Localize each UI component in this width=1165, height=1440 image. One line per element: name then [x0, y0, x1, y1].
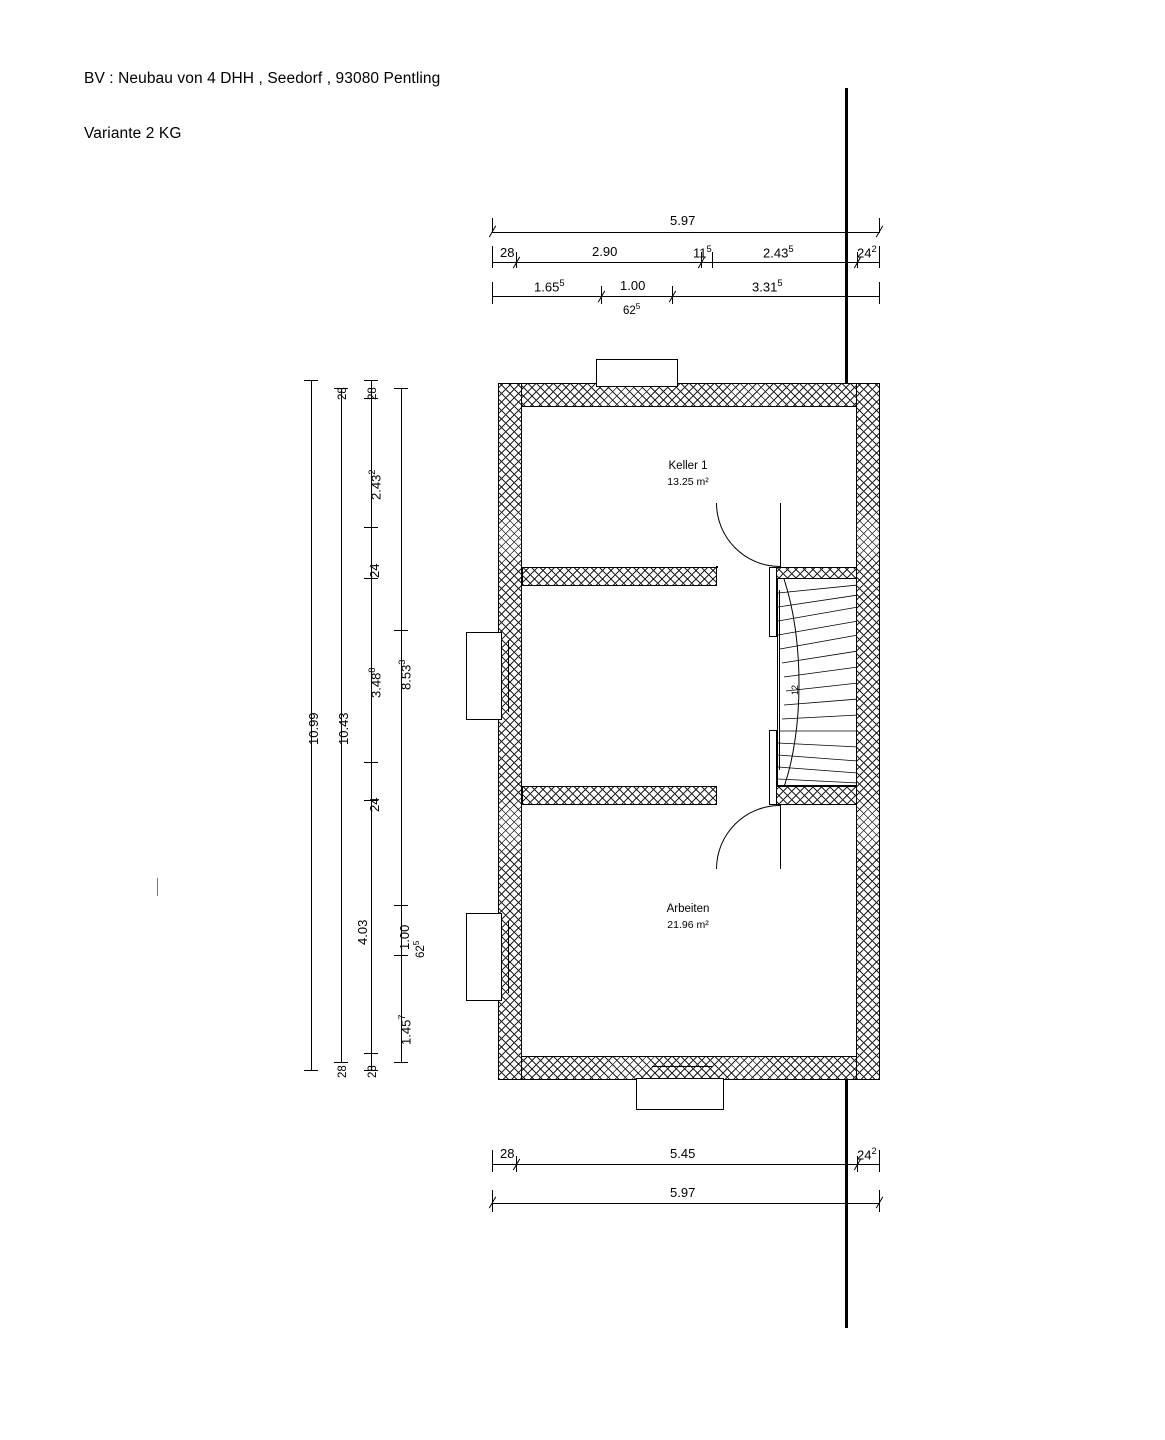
dim-line-bottom-row1 — [492, 1164, 880, 1165]
dim-ext-line — [492, 1150, 493, 1172]
wall-partition-upper — [522, 567, 717, 586]
dim-left-3488: 3.48$^8$ — [367, 667, 384, 698]
dim-ext-line — [394, 905, 408, 906]
dim-ext-line — [364, 380, 378, 381]
dim-ext-line — [304, 1070, 318, 1071]
dim-ext-line — [304, 380, 318, 381]
window-west-upper — [466, 632, 502, 720]
room-label-keller1 — [608, 459, 768, 489]
dim-left-1099: 10.99 — [306, 712, 321, 745]
door-leaf-arbeiten — [780, 805, 781, 869]
dim-left-8533: 8.53$^3$ — [397, 659, 414, 690]
dim-left-100: 1.00 — [397, 924, 412, 950]
dim-bottom-597: 5.97 — [670, 1185, 696, 1200]
dim-line-bottom-overall — [492, 1203, 880, 1204]
dim-ext-line — [879, 246, 880, 268]
window-west-lower-glass — [508, 921, 509, 993]
room-label-arbeiten — [608, 902, 768, 932]
dim-line-top-row3 — [492, 296, 880, 297]
dim-ext-line — [364, 527, 378, 528]
room-area: 21.96 m² — [667, 918, 709, 931]
dim-left-24-a: 24 — [367, 563, 382, 578]
wall-stair-side-lower — [769, 730, 777, 805]
stair-step-count: 12 — [790, 684, 800, 695]
dim-ext-line — [879, 282, 880, 304]
dim-top-2435: 2.43$^5$ — [763, 244, 794, 261]
staircase-steps — [778, 579, 857, 786]
dim-ext-line — [364, 578, 378, 579]
room-area: 13.25 m² — [667, 475, 709, 488]
dim-ext-line — [334, 1062, 348, 1063]
dim-left-28-bot: 28 — [337, 1065, 349, 1078]
dim-left-24-b: 24 — [367, 797, 382, 812]
dim-ext-line — [394, 1062, 408, 1063]
dim-left-1043: 10.43 — [336, 712, 351, 745]
dim-ext-line — [394, 630, 408, 631]
dim-ext-line — [394, 955, 408, 956]
stair-rail-line — [779, 590, 780, 770]
wall-south — [498, 1056, 880, 1080]
dim-top-290: 2.90 — [592, 244, 618, 259]
dim-line-left-853 — [401, 388, 402, 1062]
dim-top-242: $24^2$ — [857, 244, 877, 261]
dim-line-top-row2 — [492, 262, 880, 263]
dim-left-28-top2: 28 — [367, 387, 379, 400]
window-west-upper-glass — [508, 640, 509, 712]
dim-ext-line — [712, 252, 713, 268]
dim-left-403: 4.03 — [355, 919, 370, 945]
variant-title: Variante 2 KG — [84, 125, 182, 142]
dim-left-1457: 1.45$^7$ — [397, 1014, 414, 1045]
dim-left-2432: 2.43$^2$ — [367, 469, 384, 500]
dim-top-overall: 5.97 — [670, 213, 696, 228]
door-leaf-keller1 — [780, 503, 781, 567]
wall-east — [856, 383, 880, 1080]
dim-bottom-28: 28 — [500, 1146, 515, 1161]
stray-mark — [157, 878, 158, 896]
title-block — [84, 70, 440, 143]
window-west-lower — [466, 913, 502, 1001]
dim-ext-line — [492, 246, 493, 268]
wall-partition-lower — [522, 786, 717, 805]
room-name: Keller 1 — [668, 460, 708, 472]
dim-left-625: $62^5$ — [412, 940, 427, 958]
dim-ext-line — [492, 282, 493, 304]
dim-top-625: $62^5$ — [623, 302, 641, 317]
window-north-outer — [596, 359, 678, 387]
wall-north — [498, 383, 880, 407]
dim-bottom-242: $24^2$ — [857, 1146, 877, 1163]
dim-left-28-top: 28 — [337, 387, 349, 400]
window-south-outer — [636, 1078, 724, 1110]
dim-ext-line — [879, 1150, 880, 1172]
dim-top-1655: 1.65$^5$ — [534, 278, 565, 295]
door-hinge — [716, 566, 718, 568]
window-south-glass — [652, 1066, 712, 1067]
wall-stair-bottom — [769, 786, 857, 805]
dim-top-28: 28 — [500, 245, 515, 260]
dim-ext-line — [364, 1053, 378, 1054]
room-name: Arbeiten — [666, 903, 710, 915]
project-title: BV : Neubau von 4 DHH , Seedorf , 93080 Pentling — [84, 70, 441, 87]
staircase — [777, 578, 857, 786]
dim-top-115: $11^5$ — [693, 244, 712, 261]
dim-ext-line — [364, 762, 378, 763]
dim-bottom-545: 5.45 — [670, 1146, 696, 1161]
dim-ext-line — [879, 218, 880, 232]
window-north-glass — [600, 406, 674, 407]
dim-line-top-overall — [492, 232, 880, 233]
wall-stair-side-upper — [769, 567, 777, 637]
dim-left-28-bot2: 28 — [367, 1065, 379, 1078]
dim-ext-line — [394, 388, 408, 389]
dim-top-100: 1.00 — [620, 278, 646, 293]
dim-ext-line — [492, 218, 493, 232]
dim-top-3315: 3.31$^5$ — [752, 278, 783, 295]
